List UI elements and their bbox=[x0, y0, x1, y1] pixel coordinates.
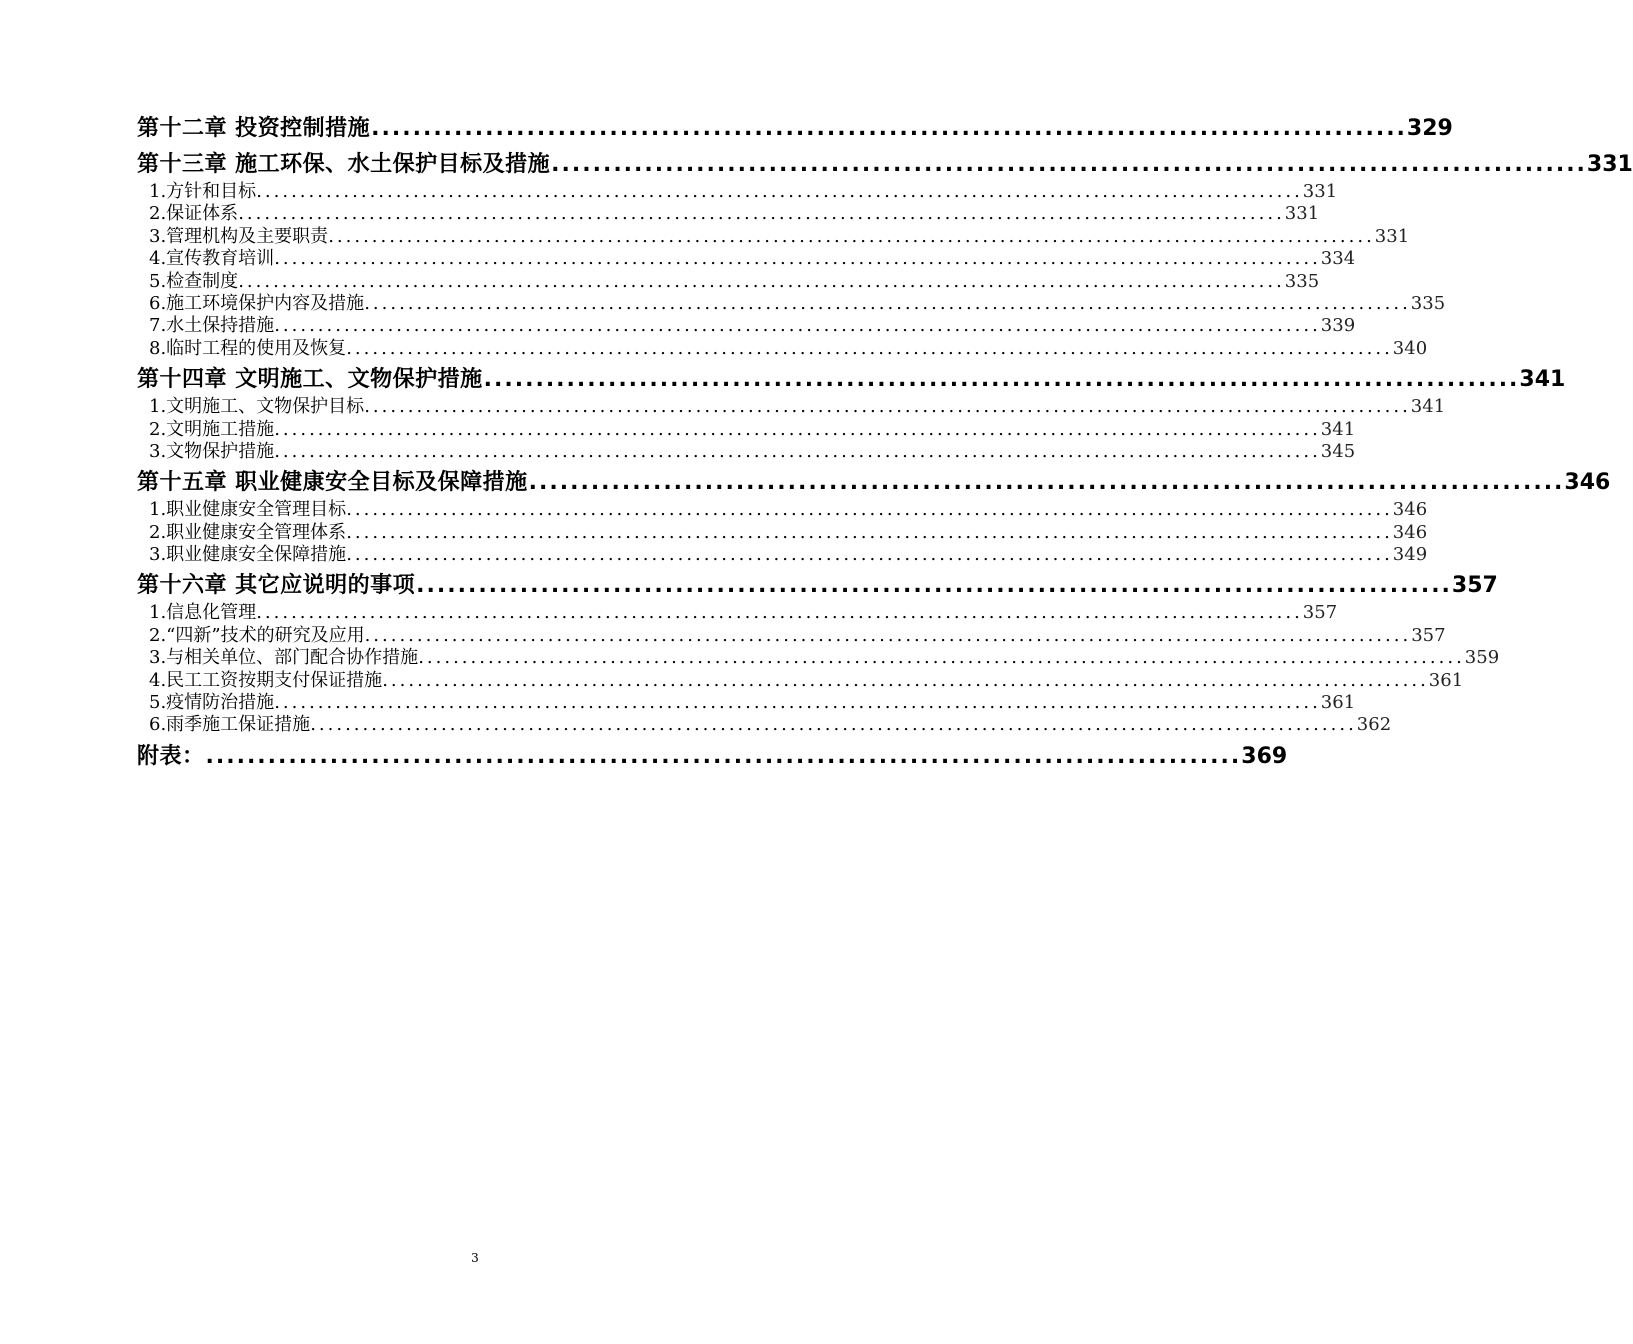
section-title: 1.信息化管理 bbox=[149, 602, 257, 624]
section-title: 5.疫情防治措施 bbox=[149, 692, 275, 714]
toc-section-entry[interactable] bbox=[137, 647, 1500, 669]
dot-leader: ........................................................................................................................ bbox=[310, 714, 1357, 736]
dot-leader: .................................................................................................... bbox=[528, 470, 1565, 496]
toc-section-entry[interactable] bbox=[137, 203, 1320, 225]
toc-section-entry[interactable] bbox=[137, 248, 1356, 270]
toc-section-entry[interactable] bbox=[137, 624, 1446, 647]
toc-section-entry[interactable] bbox=[137, 669, 1464, 692]
dot-leader: ........................................................................................................................ bbox=[346, 499, 1393, 521]
dot-leader: ........................................................................................................................ bbox=[238, 203, 1285, 225]
chapter-title: 第十三章 施工环保、水土保护目标及措施 bbox=[137, 152, 551, 177]
section-title: 3.与相关单位、部门配合协作措施 bbox=[149, 647, 419, 669]
section-title: 4.宣传教育培训 bbox=[149, 248, 275, 270]
dot-leader: ........................................................................................................................ bbox=[274, 692, 1321, 714]
section-title: 2.职业健康安全管理体系 bbox=[149, 521, 347, 543]
section-page-number: 361 bbox=[1428, 669, 1464, 691]
toc-section-entry[interactable] bbox=[137, 602, 1338, 624]
section-title: 2.保证体系 bbox=[149, 203, 239, 225]
section-page-number: 349 bbox=[1392, 544, 1428, 566]
toc-chapter-entry[interactable] bbox=[137, 148, 1633, 181]
dot-leader: ........................................................................................................................ bbox=[256, 602, 1303, 624]
section-page-number: 341 bbox=[1410, 396, 1446, 418]
toc-chapter-entry[interactable] bbox=[137, 569, 1498, 602]
section-title: 2.“四新”技术的研究及应用 bbox=[149, 624, 365, 646]
dot-leader: ........................................................................................................................ bbox=[346, 521, 1393, 543]
section-page-number: 346 bbox=[1392, 499, 1428, 521]
section-page-number: 357 bbox=[1411, 624, 1446, 646]
dot-leader: ........................................................................................................................ bbox=[364, 624, 1412, 646]
section-title: 6.施工环境保护内容及措施 bbox=[149, 292, 365, 314]
dot-leader: ........................................................................................................................ bbox=[382, 669, 1429, 691]
dot-leader: ........................................................................................................................ bbox=[238, 270, 1285, 292]
toc-section-entry[interactable] bbox=[137, 499, 1428, 521]
toc-section-entry[interactable] bbox=[137, 440, 1356, 463]
chapter-title: 第十五章 职业健康安全目标及保障措施 bbox=[137, 470, 528, 496]
section-page-number: 339 bbox=[1320, 315, 1356, 337]
toc-chapter-entry[interactable] bbox=[137, 466, 1611, 499]
section-title: 3.职业健康安全保障措施 bbox=[149, 544, 347, 566]
page-number: 3 bbox=[471, 1251, 479, 1265]
section-page-number: 359 bbox=[1464, 647, 1500, 669]
section-title: 7.水土保持措施 bbox=[149, 315, 275, 337]
dot-leader: .................................................................................................... bbox=[205, 743, 1242, 769]
chapter-page-number: 369 bbox=[1241, 743, 1288, 769]
chapter-page-number: 341 bbox=[1519, 367, 1566, 393]
toc-section-entry[interactable] bbox=[137, 315, 1356, 337]
toc-section-entry[interactable] bbox=[137, 521, 1428, 544]
toc-chapter-entry[interactable] bbox=[137, 740, 1288, 773]
dot-leader: ........................................................................................................................ bbox=[364, 396, 1411, 418]
section-title: 5.检查制度 bbox=[149, 270, 239, 292]
toc-section-entry[interactable] bbox=[137, 396, 1446, 418]
section-page-number: 331 bbox=[1284, 203, 1320, 225]
toc-section-entry[interactable] bbox=[137, 544, 1428, 566]
toc-section-entry[interactable] bbox=[137, 714, 1392, 736]
toc-section-entry[interactable] bbox=[137, 692, 1356, 714]
section-title: 8.临时工程的使用及恢复 bbox=[149, 337, 347, 359]
dot-leader: ........................................................................................................................ bbox=[256, 181, 1303, 202]
section-page-number: 361 bbox=[1320, 692, 1356, 714]
section-title: 1.方针和目标 bbox=[149, 181, 257, 202]
dot-leader: ........................................................................................................................ bbox=[274, 440, 1321, 462]
dot-leader: ........................................................................................................................ bbox=[328, 225, 1375, 247]
section-page-number: 340 bbox=[1392, 337, 1428, 359]
section-page-number: 357 bbox=[1302, 602, 1338, 624]
section-page-number: 362 bbox=[1356, 714, 1392, 736]
chapter-title: 附表： bbox=[137, 743, 205, 769]
chapter-title: 第十二章 投资控制措施 bbox=[137, 116, 371, 141]
toc-section-entry[interactable] bbox=[137, 337, 1428, 360]
section-page-number: 335 bbox=[1284, 270, 1320, 292]
section-title: 3.文物保护措施 bbox=[149, 440, 275, 462]
toc-chapter-entry[interactable] bbox=[137, 112, 1453, 145]
dot-leader: .................................................................................................... bbox=[416, 573, 1452, 599]
dot-leader: .................................................................................................... bbox=[551, 152, 1587, 177]
dot-leader: ........................................................................................................................ bbox=[274, 315, 1321, 337]
section-page-number: 331 bbox=[1302, 181, 1338, 202]
section-page-number: 334 bbox=[1320, 248, 1356, 270]
section-title: 3.管理机构及主要职责 bbox=[149, 225, 329, 247]
chapter-title: 第十四章 文明施工、文物保护措施 bbox=[137, 367, 483, 393]
section-title: 4.民工工资按期支付保证措施 bbox=[149, 669, 383, 691]
dot-leader: ........................................................................................................................ bbox=[346, 337, 1393, 359]
dot-leader: ........................................................................................................................ bbox=[418, 647, 1465, 669]
section-page-number: 345 bbox=[1320, 440, 1356, 462]
toc-section-entry[interactable] bbox=[137, 418, 1356, 441]
toc-section-entry[interactable] bbox=[137, 292, 1446, 315]
toc-section-entry[interactable] bbox=[137, 270, 1320, 293]
chapter-page-number: 346 bbox=[1564, 470, 1611, 496]
dot-leader: ........................................................................................................................ bbox=[274, 248, 1321, 270]
section-page-number: 331 bbox=[1374, 225, 1410, 247]
section-title: 6.雨季施工保证措施 bbox=[149, 714, 311, 736]
chapter-page-number: 357 bbox=[1451, 573, 1498, 599]
dot-leader: ........................................................................................................................ bbox=[274, 418, 1321, 440]
toc-chapter-entry[interactable] bbox=[137, 363, 1566, 396]
section-title: 1.文明施工、文物保护目标 bbox=[149, 396, 365, 418]
section-page-number: 341 bbox=[1320, 418, 1356, 440]
toc-section-entry[interactable] bbox=[137, 181, 1338, 203]
chapter-page-number: 331 bbox=[1586, 152, 1633, 177]
section-title: 1.职业健康安全管理目标 bbox=[149, 499, 347, 521]
section-page-number: 346 bbox=[1392, 521, 1428, 543]
dot-leader: .................................................................................................... bbox=[371, 116, 1407, 141]
dot-leader: ........................................................................................................................ bbox=[364, 292, 1411, 314]
chapter-page-number: 329 bbox=[1406, 116, 1453, 141]
table-of-contents bbox=[137, 112, 1633, 773]
dot-leader: ........................................................................................................................ bbox=[346, 544, 1393, 566]
section-title: 2.文明施工措施 bbox=[149, 418, 275, 440]
toc-section-entry[interactable] bbox=[137, 225, 1410, 248]
dot-leader: .................................................................................................... bbox=[483, 367, 1520, 393]
chapter-title: 第十六章 其它应说明的事项 bbox=[137, 573, 416, 599]
section-page-number: 335 bbox=[1410, 292, 1446, 314]
